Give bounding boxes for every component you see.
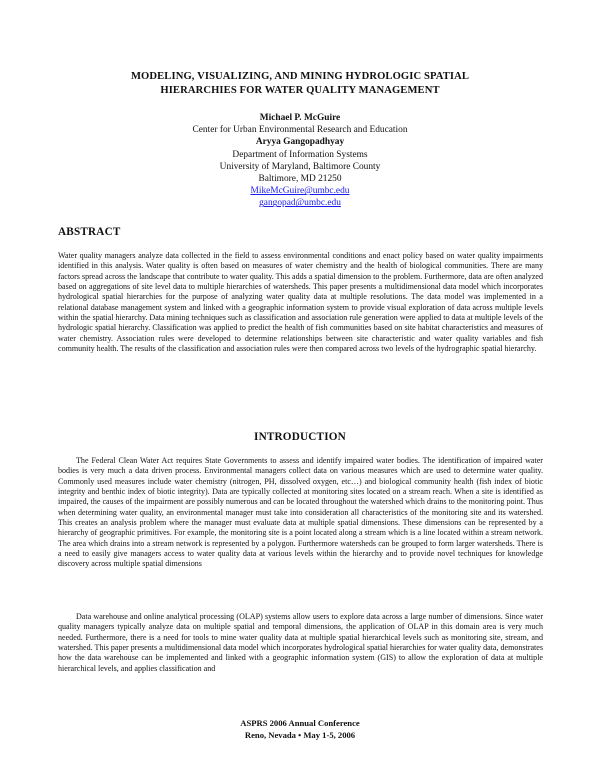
paper-title bbox=[60, 70, 540, 98]
author-2-name: Aryya Gangopadhyay bbox=[255, 137, 345, 148]
footer-line-1: ASPRS 2006 Annual Conference bbox=[240, 718, 360, 728]
conference-footer bbox=[0, 718, 600, 741]
email-link-1[interactable]: MikeMcGuire@umbc.edu bbox=[250, 186, 350, 197]
email-link-2[interactable]: gangopad@umbc.edu bbox=[259, 198, 341, 209]
author-1-name: Michael P. McGuire bbox=[259, 113, 341, 123]
abstract-heading: ABSTRACT bbox=[58, 226, 121, 238]
title-line-1: MODELING, VISUALIZING, AND MINING HYDROLOGIC SPATIAL bbox=[130, 71, 470, 82]
author-block bbox=[60, 112, 540, 210]
introduction-heading: INTRODUCTION bbox=[254, 431, 346, 443]
title-line-2: HIERARCHIES FOR WATER QUALITY MANAGEMENT bbox=[160, 85, 440, 96]
abstract-text: Water quality managers analyze data collected in the field to assess environmental conditions and enact policy based on water quality impairments identified in this analysis. Water quality is often based on measures of water chemistry and the health of biological communities. There are many factors spread across the landscape that contribute to water quality. This adds a spatial dimension to the problem. Furthermore, data are often analyzed based on aggregations of site level data to multiple hierarchies of watersheds. This paper presents a multidimensional data model which incorporates hydrological spatial hierarchies for the purpose of analyzing water quality data at multiple resolutions. The data model was implemented in a relational database management system and linked with a geographic information system to provide visual exploration of data across multiple levels within the spatial hierarchy. Data mining techniques such as classification and association rule generation were applied to data at multiple levels of the hydrologic spatial hierarchy. Classification was applied to predict the health of fish communities based on site habitat characteristics and measures of water chemistry. Association rules were developed to determine relationships between site characteristic and water quality variables and fish community health. The results of the classification and association rules were then compared across two levels of the hydrographic spatial hierarchy. bbox=[58, 251, 543, 354]
bullet-icon: • bbox=[298, 729, 302, 740]
footer-dates: May 1-5, 2006 bbox=[303, 729, 356, 740]
footer-location: Reno, Nevada bbox=[244, 729, 296, 740]
author-1-affiliation: Center for Urban Environmental Research and Education bbox=[192, 125, 408, 136]
introduction-paragraph-2: Data warehouse and online analytical processing (OLAP) systems allow users to explore data across a large number of dimensions. Since water quality managers typically analyze data on multiple spatial and temporal dimensions, the application of OLAP in this domain area is very much needed. Furthermore, there is a need for tools to mine water quality data at multiple spatial hierarchical levels such as monitoring site, stream, and watershed. This paper presents a multidimensional data model which incorporates hydrological spatial hierarchies for water quality data, demonstrates how the data warehouse can be implemented and linked with a geographic information system (GIS) to allow the exploration of data at multiple hierarchical levels, and applies classification and bbox=[58, 612, 543, 673]
author-2-university: University of Maryland, Baltimore County bbox=[219, 161, 381, 172]
author-2-address: Baltimore, MD 21250 bbox=[258, 174, 342, 185]
introduction-paragraph-1: The Federal Clean Water Act requires State Governments to assess and identify impaired water bodies. The identification of impaired water bodies is very much a data driven process. Environmental managers collect data on various measures which are used to determine water quality. Commonly used measures include water chemistry (nitrogen, PH, dissolved oxygen, etc…) and biological community health (fish index of biotic integrity and benthic index of biotic integrity). Data are typically collected at monitoring sites located on a stream reach. When a site is identified as impaired, the causes of the impairment are possibly numerous and can be located throughout the watershed which drains to the monitoring point. Thus when determining water quality, an environmental manager must take into consideration all characteristics of the monitoring site and its watershed. This creates an analysis problem where the manager must evaluate data at multiple spatial dimensions. These dimensions can be represented by a hierarchy of geographic primitives. For example, the monitoring site is a point located along a stream which is a line located within a stream network. The area which drains into a stream network is represented by a polygon. Furthermore watersheds can be grouped to form larger watersheds. There is a need to easily give managers access to water quality data at various levels within the hierarchy and to provide novel techniques for knowledge discovery across multiple spatial dimensions bbox=[58, 456, 543, 569]
footer-line-2 bbox=[0, 730, 600, 742]
author-2-department: Department of Information Systems bbox=[232, 149, 368, 160]
